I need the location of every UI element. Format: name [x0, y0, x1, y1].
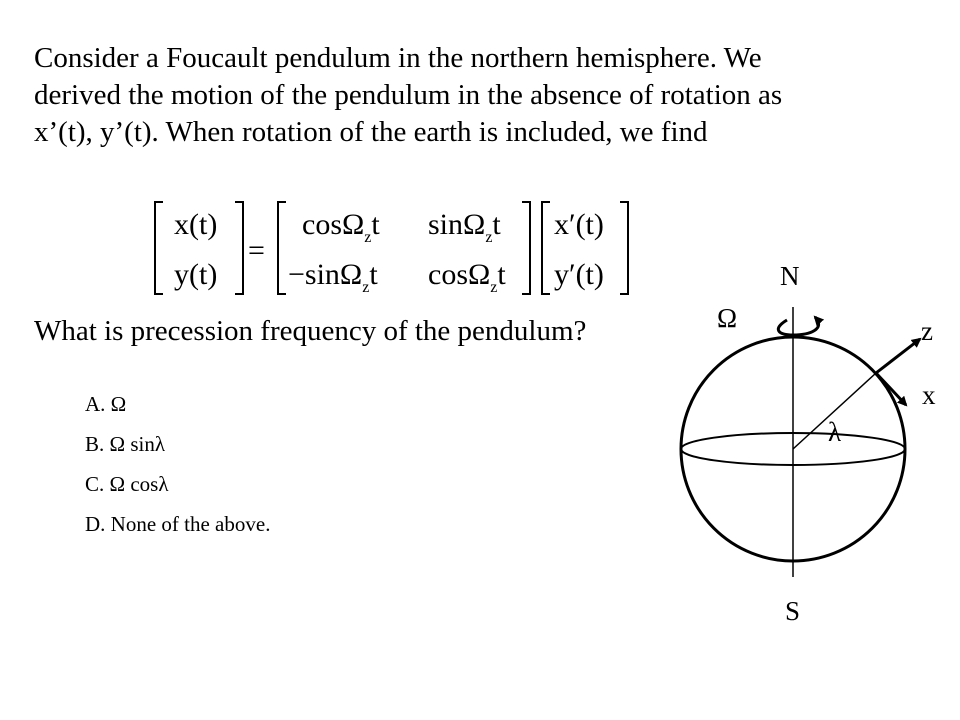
x-label: x	[922, 380, 936, 410]
matrix-entry-22: cosΩ$_z$t	[428, 258, 506, 296]
z-axis-arrow	[876, 339, 920, 373]
earth-diagram	[660, 255, 960, 635]
rhs-bottom: y′(t)	[554, 258, 604, 291]
matrix-left-bracket	[278, 202, 286, 294]
matrix-entry-21: −sinΩ$_z$t	[288, 258, 378, 296]
matrix-entry-12: sinΩ$_z$t	[428, 208, 501, 246]
rhs-left-bracket	[542, 202, 550, 294]
intro-line-2: derived the motion of the pendulum in the absence of rotation as	[34, 79, 783, 111]
omega-label: Ω	[717, 303, 738, 333]
lhs-right-bracket	[235, 202, 243, 294]
rotation-matrix-equation	[150, 196, 640, 300]
earth-diagram-drawing	[660, 255, 960, 635]
matrix-right-bracket	[522, 202, 530, 294]
equals-sign: =	[248, 234, 265, 267]
rotation-arrow	[778, 317, 818, 335]
intro-paragraph	[34, 40, 894, 151]
matrix-entry-11: cosΩ$_z$t	[302, 208, 380, 246]
choice-c[interactable]: C. Ω cosλ	[85, 472, 169, 496]
lhs-left-bracket	[155, 202, 163, 294]
intro-line-1: Consider a Foucault pendulum in the northern hemisphere. We	[34, 42, 762, 74]
south-label: S	[785, 596, 801, 626]
choice-a[interactable]: A. Ω	[85, 392, 127, 416]
x-axis-arrow	[876, 373, 906, 405]
z-label: z	[921, 316, 933, 346]
question-text: What is precession frequency of the pendulum?	[34, 315, 587, 347]
rhs-top: x′(t)	[554, 208, 604, 241]
rhs-right-bracket	[620, 202, 628, 294]
choice-b[interactable]: B. Ω sinλ	[85, 432, 166, 456]
lhs-bottom: y(t)	[174, 258, 218, 291]
intro-line-3: x’(t), y’(t). When rotation of the earth is included, we find	[34, 116, 708, 148]
north-label: N	[780, 261, 800, 291]
answer-choices	[85, 392, 270, 552]
lambda-label: λ	[828, 417, 842, 447]
lhs-top: x(t)	[174, 208, 218, 241]
choice-d[interactable]: D. None of the above.	[85, 512, 271, 536]
